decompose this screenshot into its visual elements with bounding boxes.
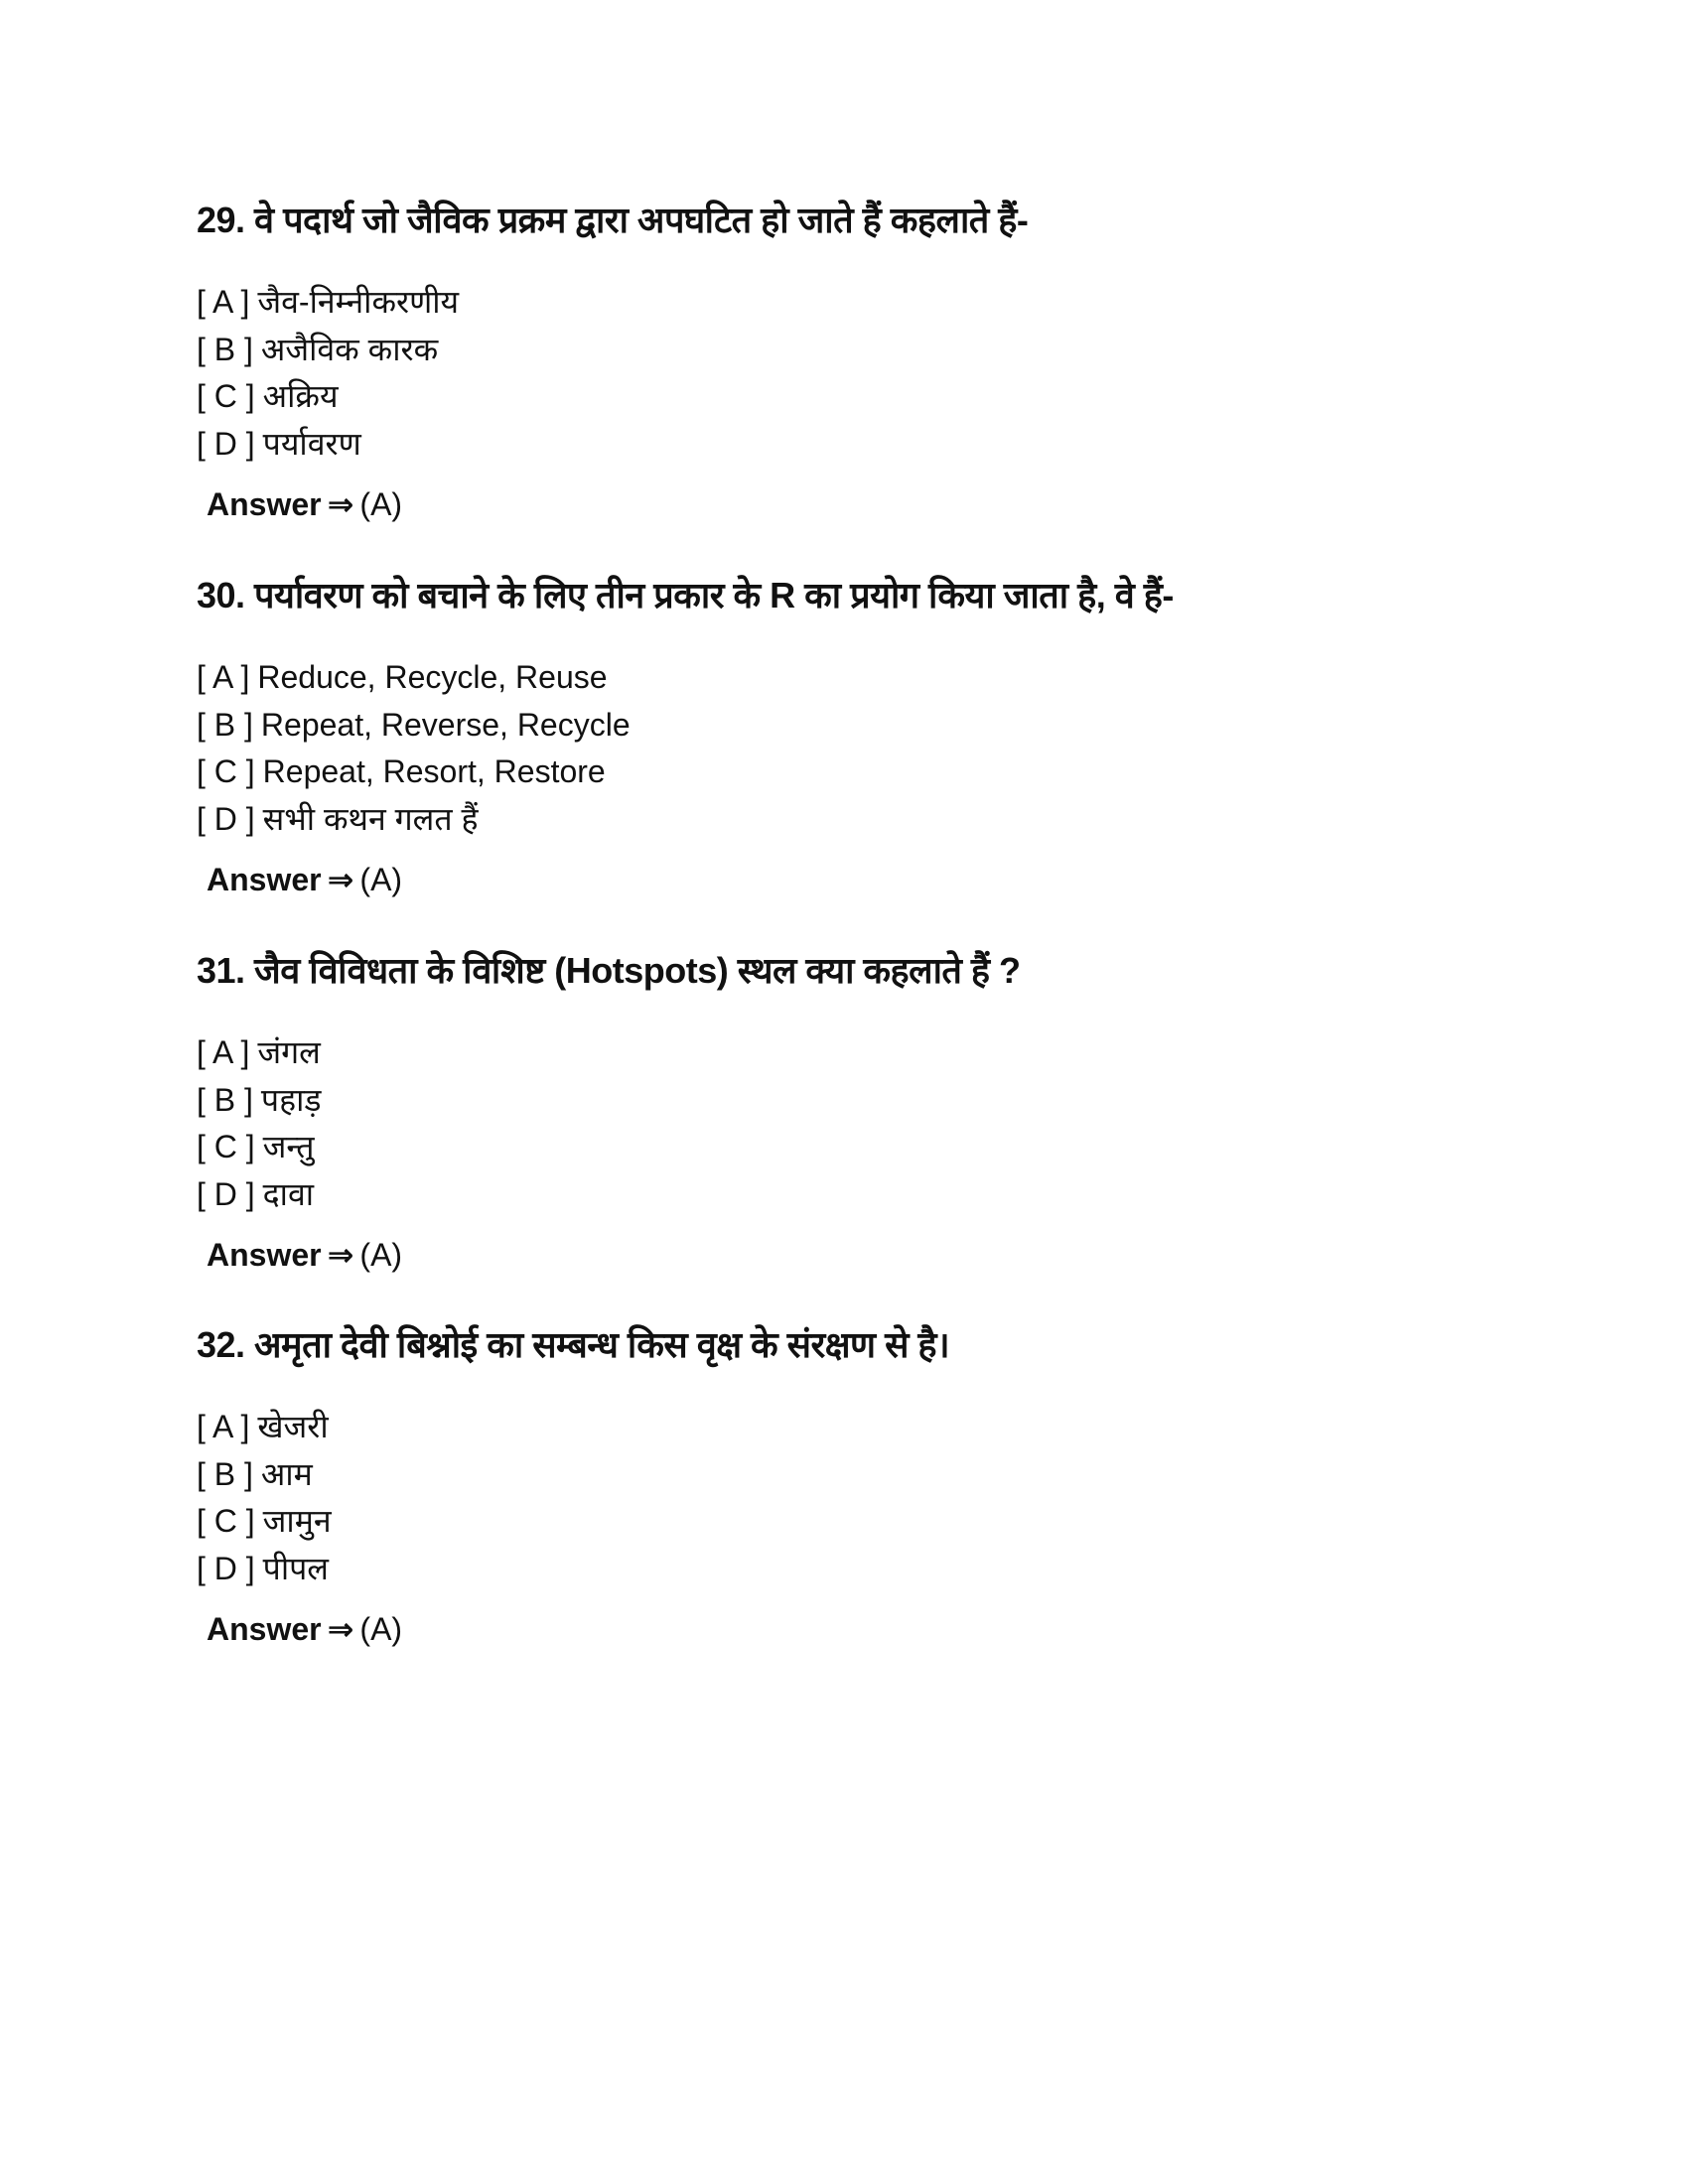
option-text: जन्तु [262, 1129, 315, 1164]
option-letter: [ B ] [197, 1455, 253, 1492]
option-text: जामुन [262, 1503, 332, 1539]
option-letter: [ C ] [197, 753, 255, 789]
question-heading: 30. पर्यावरण को बचाने के लिए तीन प्रकार के R का प्रयोग किया जाता है, वे हैं- [197, 575, 1174, 615]
option-text: जंगल [257, 1034, 321, 1070]
option-letter: [ C ] [197, 378, 255, 414]
option-letter: [ C ] [197, 1129, 255, 1164]
option-letter: [ D ] [197, 425, 255, 462]
question-heading: 29. वे पदार्थ जो जैविक प्रक्रम द्वारा अपघटित हो जाते हैं कहलाते हैं- [197, 200, 1029, 240]
arrow-icon: ⇒ [327, 862, 354, 897]
options-list [197, 1029, 1587, 1218]
option-b [197, 702, 1587, 750]
question-30 [197, 572, 1587, 903]
option-letter: [ D ] [197, 1175, 255, 1212]
option-d [197, 421, 1587, 469]
question-32 [197, 1321, 1587, 1653]
option-text: अक्रिय [262, 378, 339, 414]
option-a [197, 1029, 1587, 1077]
arrow-icon: ⇒ [327, 1237, 354, 1273]
option-letter: [ C ] [197, 1503, 255, 1539]
option-text: दावा [262, 1175, 315, 1212]
answer-label: Answer [207, 1611, 322, 1647]
arrow-icon: ⇒ [327, 1611, 354, 1647]
option-text: सभी कथन गलत हैं [262, 800, 479, 837]
option-letter: [ B ] [197, 331, 253, 367]
answer-value: (A) [359, 862, 403, 897]
answer-value: (A) [359, 1237, 403, 1273]
option-c [197, 1124, 1587, 1171]
option-letter: [ D ] [197, 1550, 255, 1586]
option-a [197, 279, 1587, 327]
option-text: अजैविक कारक [260, 331, 439, 367]
option-b [197, 1451, 1587, 1499]
question-heading: 32. अमृता देवी बिश्नोई का सम्बन्ध किस वृक्ष के संरक्षण से है। [197, 1324, 950, 1365]
option-letter: [ B ] [197, 706, 253, 743]
option-b [197, 1077, 1587, 1125]
answer-label: Answer [207, 862, 322, 897]
answer-value: (A) [359, 1611, 403, 1647]
option-c [197, 373, 1587, 421]
option-text: Repeat, Reverse, Recycle [260, 706, 631, 743]
option-letter: [ B ] [197, 1081, 253, 1118]
option-text: खेजरी [257, 1409, 329, 1444]
option-text: पहाड़ [260, 1081, 322, 1118]
answer-line [207, 1231, 1587, 1279]
option-letter: [ A ] [197, 1409, 250, 1444]
option-letter: [ A ] [197, 1034, 250, 1070]
option-c [197, 1498, 1587, 1546]
options-list [197, 654, 1587, 843]
answer-line [207, 856, 1587, 903]
option-text: पीपल [262, 1550, 330, 1586]
option-text: पर्यावरण [262, 425, 361, 462]
question-heading: 31. जैव विविधता के विशिष्ट (Hotspots) स्थल क्या कहलाते हैं ? [197, 950, 1021, 991]
option-b [197, 327, 1587, 374]
option-a [197, 654, 1587, 702]
option-d [197, 1171, 1587, 1219]
option-letter: [ A ] [197, 284, 250, 320]
options-list [197, 279, 1587, 468]
option-text: जैव-निम्नीकरणीय [257, 284, 460, 320]
option-a [197, 1404, 1587, 1451]
options-list [197, 1404, 1587, 1592]
option-c [197, 749, 1587, 796]
answer-value: (A) [359, 486, 403, 522]
answer-label: Answer [207, 486, 322, 522]
option-d [197, 1546, 1587, 1593]
option-letter: [ D ] [197, 800, 255, 837]
option-text: आम [260, 1455, 313, 1492]
question-29 [197, 197, 1587, 528]
option-letter: [ A ] [197, 659, 250, 695]
arrow-icon: ⇒ [327, 486, 354, 522]
answer-label: Answer [207, 1237, 322, 1273]
answer-line [207, 480, 1587, 528]
option-text: Repeat, Resort, Restore [262, 753, 606, 789]
option-text: Reduce, Recycle, Reuse [257, 659, 608, 695]
option-d [197, 796, 1587, 844]
answer-line [207, 1605, 1587, 1653]
question-31 [197, 947, 1587, 1279]
